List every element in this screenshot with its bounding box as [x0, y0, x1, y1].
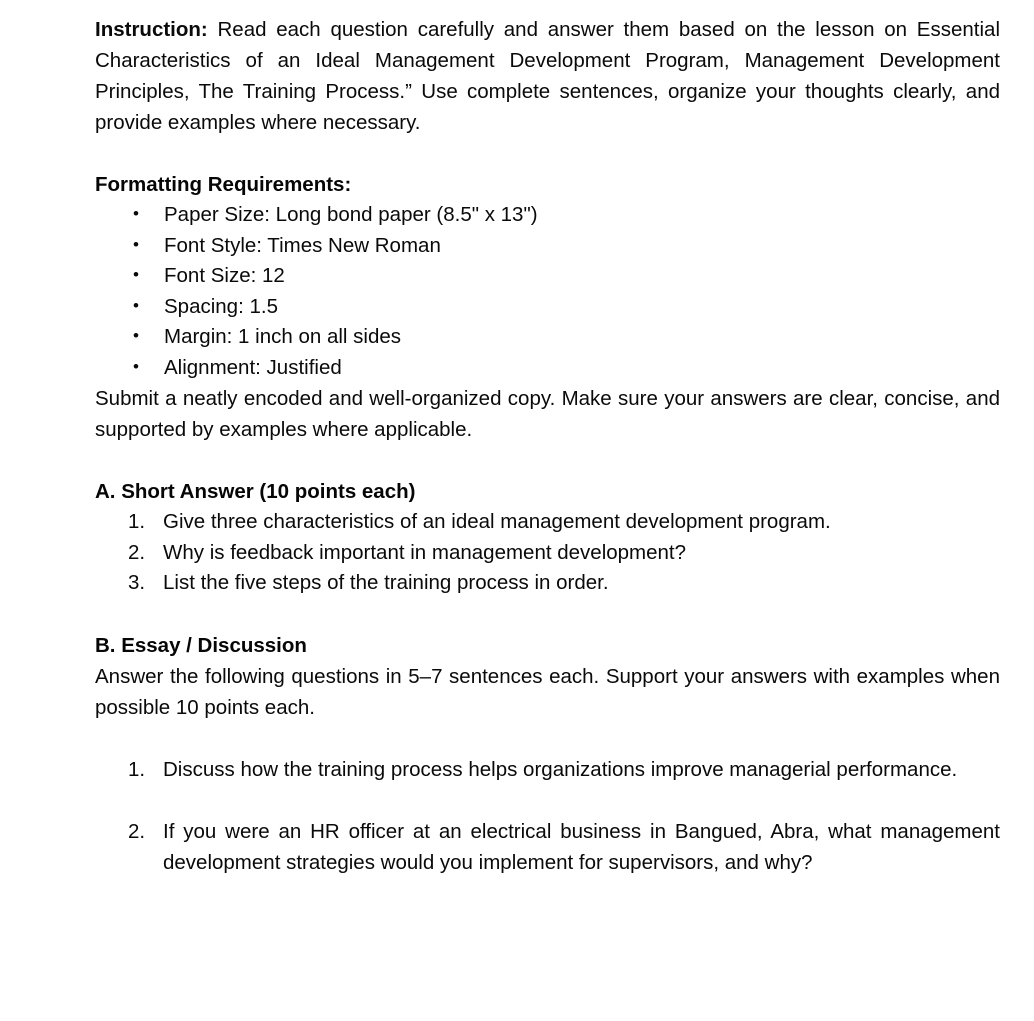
formatting-requirements-heading: Formatting Requirements:: [95, 173, 352, 196]
section-b-question-list: [95, 754, 1000, 878]
formatting-requirements-list: [95, 200, 1000, 383]
instruction-label: Instruction:: [95, 18, 208, 41]
section-a-question-list: [95, 507, 1000, 599]
spacer: [95, 599, 1000, 630]
list-item: • Paper Size: Long bond paper (8.5" x 13"): [95, 200, 1000, 231]
list-item: • Margin: 1 inch on all sides: [95, 322, 1000, 353]
list-item: Why is feedback important in management development?: [163, 540, 687, 564]
section-b-intro-paragraph: Answer the following questions in 5–7 sentences each. Support your answers with examples when possible 10 points each.: [95, 664, 1000, 719]
list-item: • Alignment: Justified: [95, 353, 1000, 384]
list-item-text: Discuss how the training process helps organizations improve managerial performance.: [163, 757, 958, 781]
list-item-text: If you were an HR officer at an electrical business in Bangued, Abra, what management development strategies would you implement for supervisors, and why?: [163, 819, 1000, 874]
section-b-heading: B. Essay / Discussion: [95, 633, 307, 657]
instruction-paragraph: [95, 14, 1000, 138]
list-item: List the five steps of the training process in order.: [163, 571, 609, 594]
section-a-heading: A. Short Answer (10 points each): [95, 480, 416, 503]
list-item: • Font Style: Times New Roman: [95, 231, 1000, 262]
list-item: • Font Size: 12: [95, 261, 1000, 292]
spacer: [95, 723, 1000, 754]
spacer: [95, 138, 1000, 169]
submission-note-paragraph: Submit a neatly encoded and well-organized copy. Make sure your answers are clear, concise, and supported by examples where applicable.: [95, 387, 1000, 441]
list-item: Give three characteristics of an ideal management development program.: [163, 510, 831, 533]
list-item: [95, 754, 1000, 785]
spacer: [95, 445, 1000, 476]
list-item: [95, 816, 1000, 878]
instruction-body: Read each question carefully and answer them based on the lesson on Essential Characteristics of an Ideal Management Development Program, Management Development Principles, The Training Process.” Use complete sentences, organize your thoughts clearly, and provide examples where necessary.: [95, 18, 1000, 134]
list-item: • Spacing: 1.5: [95, 292, 1000, 323]
